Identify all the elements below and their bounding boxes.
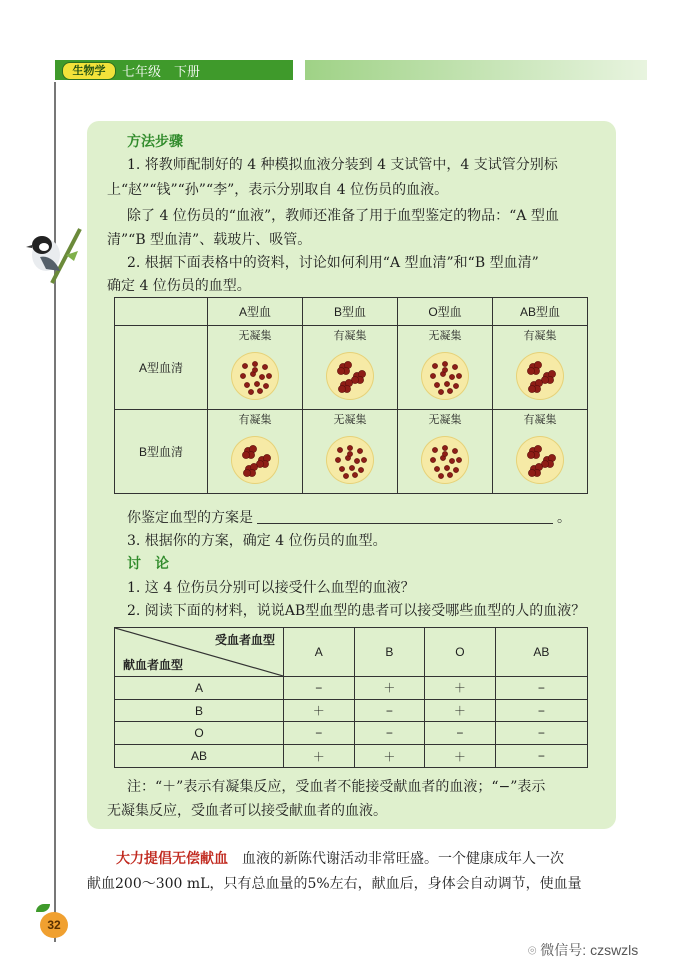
blood-cell <box>444 466 449 471</box>
blood-cell <box>453 384 458 389</box>
table-row <box>115 745 588 768</box>
blood-cell <box>347 452 352 457</box>
blood-cell <box>242 364 247 369</box>
discuss-q1: 1. 这 4 位伤员分别可以接受什么血型的血液？ <box>127 580 415 596</box>
value-cell: − <box>425 722 496 745</box>
method-heading: 方法步骤 <box>127 134 183 150</box>
blood-cell <box>456 458 461 463</box>
row-label: B型血清 <box>115 409 208 493</box>
bird-icon <box>22 225 84 285</box>
result-text: 无凝集 <box>208 326 303 344</box>
value-cell: − <box>354 722 425 745</box>
agglutination-table <box>114 297 588 494</box>
blood-cell <box>337 368 344 375</box>
blood-cell <box>262 365 267 370</box>
blood-cell <box>257 389 262 394</box>
value-cell: ＋ <box>425 699 496 722</box>
blood-cell <box>266 374 271 379</box>
blood-cell <box>243 470 250 477</box>
blood-cell <box>452 365 457 370</box>
blood-cell <box>434 383 439 388</box>
blood-cell <box>240 374 245 379</box>
blood-cell <box>352 473 357 478</box>
value-cell: ＋ <box>425 745 496 768</box>
scattered-cells <box>421 436 469 484</box>
donor-label: 献血者血型 <box>123 657 184 672</box>
value-cell: − <box>495 722 587 745</box>
blood-cell <box>361 458 366 463</box>
donor-cell: B <box>115 699 284 722</box>
blood-cell <box>527 452 534 459</box>
column-header: B型血 <box>303 298 398 326</box>
blood-cell <box>339 467 344 472</box>
method-line-4: 清”“B 型血清”、载玻片、吸管。 <box>107 232 312 248</box>
blood-cell <box>357 449 362 454</box>
discuss-heading: 讨 论 <box>127 556 169 572</box>
blood-cell <box>442 452 447 457</box>
value-cell: ＋ <box>284 699 355 722</box>
blood-cell <box>335 458 340 463</box>
table-row <box>115 699 588 722</box>
column-header: AB <box>495 628 587 677</box>
method-line-3: 除了 4 位伤员的“血液”，教师还准备了用于血型鉴定的物品：“A 型血 <box>127 208 559 224</box>
plan-prompt: 你鉴定血型的方案是 <box>127 510 253 526</box>
blood-cell <box>527 368 534 375</box>
method-line-6: 确定 4 位伤员的血型。 <box>107 278 251 294</box>
slide-dish <box>516 436 564 484</box>
table-row <box>115 722 588 745</box>
column-header: O型血 <box>398 298 493 326</box>
value-cell: ＋ <box>354 676 425 699</box>
plan-step-3: 3. 根据你的方案，确定 4 位伤员的血型。 <box>127 533 387 549</box>
value-cell: − <box>284 722 355 745</box>
value-cell: − <box>284 676 355 699</box>
note-line-1: 注：“＋”表示有凝集反应，受血者不能接受献血者的血液；“−”表示 <box>127 779 546 795</box>
discuss-q2: 2. 阅读下面的材料，说说AB型血型的患者可以接受哪些血型的人的血液？ <box>127 603 586 619</box>
value-cell: ＋ <box>354 745 425 768</box>
recipient-label: 受血者血型 <box>214 633 275 647</box>
value-cell: − <box>495 699 587 722</box>
value-cell: ＋ <box>284 745 355 768</box>
blood-cell <box>447 389 452 394</box>
column-header: B <box>354 628 425 677</box>
bottom-paragraph-2: 献血200～300 mL，只有总血量的5%左右，献血后，身体会自动调节，使血量 <box>87 876 582 892</box>
blood-cell <box>432 364 437 369</box>
plan-line <box>127 508 571 528</box>
blood-cell <box>263 384 268 389</box>
section-title: 大力提倡无偿献血 <box>116 851 228 867</box>
note-line-2: 无凝集反应，受血者可以接受献血者的血液。 <box>107 803 387 819</box>
value-cell: − <box>354 699 425 722</box>
watermark-text: 微信号: czswzls <box>540 942 639 958</box>
blood-cell <box>252 368 257 373</box>
blood-cell <box>343 474 348 479</box>
blood-cell <box>528 386 535 393</box>
donor-cell: O <box>115 722 284 745</box>
slide-dish <box>421 352 469 400</box>
column-header: A型血 <box>208 298 303 326</box>
result-text: 无凝集 <box>303 409 398 427</box>
method-line-5: 2. 根据下面表格中的资料，讨论如何利用“A 型血清”和“B 型血清” <box>127 255 539 271</box>
slide-dish <box>326 436 374 484</box>
agglutinated-cells <box>516 436 564 484</box>
slide-dish <box>516 352 564 400</box>
slide-dish <box>231 436 279 484</box>
blood-cell <box>430 458 435 463</box>
agglutinated-cells <box>516 352 564 400</box>
bottom-paragraph-1 <box>116 848 564 870</box>
blood-cell <box>442 368 447 373</box>
result-text: 有凝集 <box>493 409 588 427</box>
donor-cell: A <box>115 676 284 699</box>
wechat-icon: ⌾ <box>528 942 541 958</box>
header-title: 七年级 下册 <box>122 65 201 80</box>
blood-cell <box>354 459 359 464</box>
scattered-cells <box>326 436 374 484</box>
bottom-text-1: 血液的新陈代谢活动非常旺盛。一个健康成年人一次 <box>228 851 564 867</box>
blood-cell <box>449 375 454 380</box>
blood-cell <box>248 390 253 395</box>
blood-cell <box>242 452 249 459</box>
column-header: O <box>425 628 496 677</box>
blood-cell <box>252 362 257 367</box>
method-line-1: 1. 将教师配制好的 4 种模拟血液分装到 4 支试管中，4 支试管分别标 <box>127 157 558 173</box>
slide-dish <box>326 352 374 400</box>
method-line-2: 上“赵”“钱”“孙”“李”，表示分别取自 4 位伤员的血液。 <box>107 182 449 198</box>
result-text: 有凝集 <box>493 326 588 344</box>
watermark <box>528 940 638 960</box>
row-label: A型血清 <box>115 326 208 410</box>
agglutinated-cells <box>326 352 374 400</box>
blood-cell <box>254 382 259 387</box>
blood-cell <box>449 459 454 464</box>
blood-cell <box>430 374 435 379</box>
result-text: 无凝集 <box>398 409 493 427</box>
result-text: 有凝集 <box>208 409 303 427</box>
blood-cell <box>444 382 449 387</box>
agglutinated-cells <box>231 436 279 484</box>
slide-dish <box>421 436 469 484</box>
blood-cell <box>442 446 447 451</box>
value-cell: − <box>495 676 587 699</box>
plan-end: 。 <box>557 510 571 526</box>
subject-logo: 生物学 <box>62 62 116 80</box>
value-cell: − <box>495 745 587 768</box>
blood-cell <box>259 375 264 380</box>
donor-cell: AB <box>115 745 284 768</box>
result-text: 有凝集 <box>303 326 398 344</box>
table-corner <box>115 628 284 677</box>
blood-cell <box>438 390 443 395</box>
blood-cell <box>349 466 354 471</box>
answer-blank[interactable] <box>257 509 553 524</box>
value-cell: ＋ <box>425 676 496 699</box>
table-corner <box>115 298 208 326</box>
column-header: A <box>284 628 355 677</box>
blood-cell <box>447 473 452 478</box>
slide-dish <box>231 352 279 400</box>
blood-cell <box>244 383 249 388</box>
blood-cell <box>452 449 457 454</box>
margin-line <box>54 82 56 942</box>
table-row <box>115 676 588 699</box>
header-gradient-bar <box>305 60 647 80</box>
transfusion-table <box>114 627 588 768</box>
blood-cell <box>438 474 443 479</box>
blood-cell <box>442 362 447 367</box>
column-header: AB型血 <box>493 298 588 326</box>
leaf-icon <box>36 904 50 912</box>
scattered-cells <box>421 352 469 400</box>
page-number: 32 <box>40 912 68 938</box>
result-text: 无凝集 <box>398 326 493 344</box>
blood-cell <box>337 448 342 453</box>
blood-cell <box>347 446 352 451</box>
scattered-cells <box>231 352 279 400</box>
blood-cell <box>528 470 535 477</box>
blood-cell <box>338 386 345 393</box>
blood-cell <box>432 448 437 453</box>
blood-cell <box>358 468 363 473</box>
blood-cell <box>453 468 458 473</box>
blood-cell <box>456 374 461 379</box>
blood-cell <box>434 467 439 472</box>
